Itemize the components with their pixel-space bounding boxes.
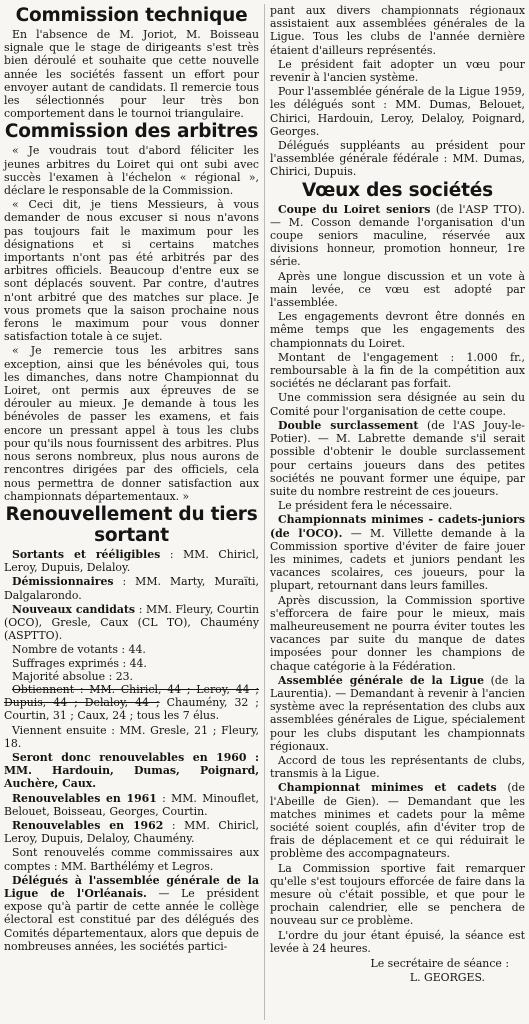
body-text: : MM. Chiricl, Leroy, Dupuis, Delaloy. [4, 547, 259, 575]
signature-title: Le secrétaire de séance : [370, 957, 509, 971]
body-text: — M. Villette demande à la Commission sportive d'éviter de faire jouer les minimes, cadets et juniors pendant les vacances scolaires, ces joueurs, pour la plupart, retournant dans leurs familles. [270, 526, 525, 593]
paragraph [270, 674, 525, 753]
paragraph: Montant de l'engagement : 1.000 fr., remboursable à la fin de la compétition aux sociétés ne déclarant pas forfait. [270, 350, 525, 391]
lead-text: Championnats minimes - cadets-juniors (de l'OCO). [270, 513, 525, 540]
body-text: : MM. Fleury, Courtin (OCO), Gresle, Caux (CL TO), Chaumény (ASPTTO). [4, 602, 259, 643]
heading-voeux: Vœux des sociétés [302, 179, 493, 201]
lead-text: Délégués à l'assemblée générale de la Ligue de l'Orléanais. [4, 873, 259, 900]
section-commission-arbitres [4, 121, 259, 502]
body-text: (de l'Abeille de Gien). — Demandant que les matches minimes et cadets pour la même société soient couplés, afin d'éviter trop de frais de déplacement et ce qui réduirait le problème des accompagnateurs. [270, 781, 525, 861]
vote-stats [4, 643, 259, 683]
paragraph [270, 513, 525, 592]
paragraph: En l'absence de M. Joriot, M. Boisseau signale que le stage de dirigeants s'est très bien déroulé et souhaite que cette nouvelle année les sociétés fassent un effort pour envoyer autant de candidats. Il remercie tous les sélectionnés pour leur très bon comportement dans le tournoi triangulaire. [4, 28, 259, 121]
body-text: : MM. Minouflet, Belouet, Boisseau, Georges, Courtin. [4, 791, 259, 818]
paragraph: Seront donc renouvelables en 1960 : MM. Hardouin, Dumas, Poignard, Auchère, Caux. [4, 750, 259, 791]
paragraph [4, 874, 259, 953]
paragraph [270, 419, 525, 498]
lead-text: Renouvelables en 1961 [12, 791, 157, 805]
paragraph [4, 548, 259, 574]
paragraph [4, 792, 259, 818]
paragraph: Le président fait adopter un vœu pour revenir à l'ancien système. [270, 57, 525, 85]
paragraph: Après une longue discussion et un vote à main levée, ce vœu est adopté par l'assemblée. [270, 269, 525, 310]
paragraph: « Je voudrais tout d'abord féliciter les jeunes arbitres du Loiret qui ont subi avec succès l'examen à l'échelon « régional », déclare le responsable de la Commission. [4, 144, 259, 198]
paragraph: Viennent ensuite : MM. Gresle, 21 ; Fleury, 18. [4, 723, 259, 750]
paragraph: « Ceci dit, je tiens Messieurs, à vous demander de nous excuser si nous n'avons pas toujours fait le maximum pour les désignations et si certains matches importants n'ont pas été arbitrés par des arbitres officiels. Beaucoup d'entre eux se sont déplacés souvent. Par contre, d'autres n'ont arbitré que des matches sur place. Je vous promets que la saison prochaine nous ferons le maximum pour vous donner satisfaction totale à ce sujet. [4, 198, 259, 344]
struck-text: Obtiennent : MM. Chiricl, 44 ; Leroy, 44 ; Dupuis, 44 ; Delaloy, 44 ; [4, 682, 259, 710]
paragraph [4, 683, 259, 723]
body-text: : MM. Marty, Muraïti, Dalgalarondo. [4, 575, 259, 602]
right-column [270, 4, 525, 1020]
paragraph: Le président fera le nécessaire. [278, 499, 453, 513]
body-text: (de la Laurentia). — Demandant à revenir à l'ancien système avec la représentation des clubs aux assemblées générales de Ligue, spécialement pour les clubs disputant les championnats régionaux. [270, 673, 525, 753]
section-voeux [270, 180, 525, 985]
paragraph: pant aux divers championnats régionaux assistaient aux assemblées générales de la Ligue. Tous les clubs de l'année dernière étaient d'ailleurs représentés. [270, 4, 525, 57]
stat-line: Suffrages exprimés : 44. [12, 656, 147, 670]
column-divider [264, 4, 265, 1020]
paragraph: L'ordre du jour étant épuisé, la séance est levée à 24 heures. [270, 928, 525, 955]
paragraph: Une commission sera désignée au sein du Comité pour l'organisation de cette coupe. [270, 391, 525, 418]
paragraph [270, 203, 525, 269]
lead-text: Double surclassement [278, 418, 419, 432]
paragraph [4, 603, 259, 643]
heading-renouvellement: Renouvellement du tiers sortant [5, 503, 258, 546]
paragraph: Sont renouvelés comme commissaires aux comptes : MM. Barthélémy et Legros. [4, 846, 259, 873]
lead-text: Coupe du Loiret seniors [278, 202, 431, 216]
lead-text: Démissionnaires [12, 575, 114, 589]
body-text: (de l'ASP TTO). — M. Cosson demande l'organisation d'un coupe seniors maculine, réservée aux divisions honneur, promotion honneur, 1re série. [270, 202, 525, 269]
paragraph: Accord de tous les représentants de clubs, transmis à la Ligue. [270, 753, 525, 781]
lead-text: Sortants et rééligibles [12, 547, 161, 561]
paragraph [4, 819, 259, 845]
paragraph: Pour l'assemblée générale de la Ligue 1959, les délégués sont : MM. Dumas, Belouet, Chirici, Hardouin, Leroy, Delaloy, Poignard, Georges. [270, 85, 525, 138]
paragraph: La Commission sportive fait remarquer qu'elle s'est toujours efforcée de faire dans la mesure où c'était possible, et que pour le prochain calendrier, elle se penchera de nouveau sur ce problème. [270, 861, 525, 928]
paragraph: « Je remercie tous les arbitres sans exception, ainsi que les bénévoles qui, tous les dimanches, dans notre Championnat du Loiret, ont permis aux épreuves de se dérouler au mieux. Je demande à tous les bénévoles de passer les examens, et fais encore un pressant appel à tous les clubs pour qu'ils nous fournissent des arbitres. Plus nous serons nombreux, plus nous aurons de rencontres dirigées par des officiels, cela nous permettra de donner satisfaction aux championnats départementaux. » [4, 344, 259, 503]
section-renouvellement [4, 504, 259, 953]
body-text: Chaumény, 32 ; Courtin, 31 ; Caux, 24 ; tous les 7 élus. [4, 696, 259, 723]
body-text: (de l'AS Jouy-le-Potier). — M. Labrette demande s'il serait possible d'obtenir le double surclassement pour certains joueurs dans des petites sociétés ne pouvant former une équipe, par suite du nombre restreint de ces joueurs. [270, 418, 525, 498]
signature-name: L. GEORGES. [409, 971, 485, 985]
heading-commission-arbitres: Commission des arbitres [4, 121, 259, 143]
paragraph [4, 575, 259, 601]
body-text: — Le président expose qu'à partir de cette année le collège électoral est constitué par des délégués des Comités départementaux, alors que depuis de nombreuses années, les sociétés partici- [4, 886, 259, 953]
body-text: : MM. Chiricl, Leroy, Dupuis, Delaloy, Chaumény. [4, 818, 259, 846]
left-column [4, 4, 259, 1020]
lead-text: Nouveaux candidats [12, 602, 136, 616]
lead-text: Assemblée générale de la Ligue [278, 673, 485, 687]
lead-text: Championnat minimes et cadets [278, 781, 497, 795]
paragraph: Après discussion, la Commission sportive s'efforcera de faire pour le mieux, mais malheureusement ne pourra éviter toutes les vacances par suite du manque de dates imposées pour donner les champions de chaque catégorie à la Fédération. [270, 593, 525, 673]
section-commission-technique [4, 5, 259, 120]
stat-line: Nombre de votants : 44. [12, 643, 146, 657]
paragraph: Les engagements devront être donnés en même temps que les engagements des championnats du Loiret. [270, 310, 525, 350]
paragraph: Délégués suppléants au président pour l'assemblée générale fédérale : MM. Dumas, Chirici, Dupuis. [270, 139, 525, 179]
paragraph [270, 781, 525, 860]
heading-commission-technique: Commission technique [15, 5, 248, 26]
stat-line: Majorité absolue : 23. [12, 669, 134, 683]
lead-text: Renouvelables en 1962 [12, 818, 164, 832]
